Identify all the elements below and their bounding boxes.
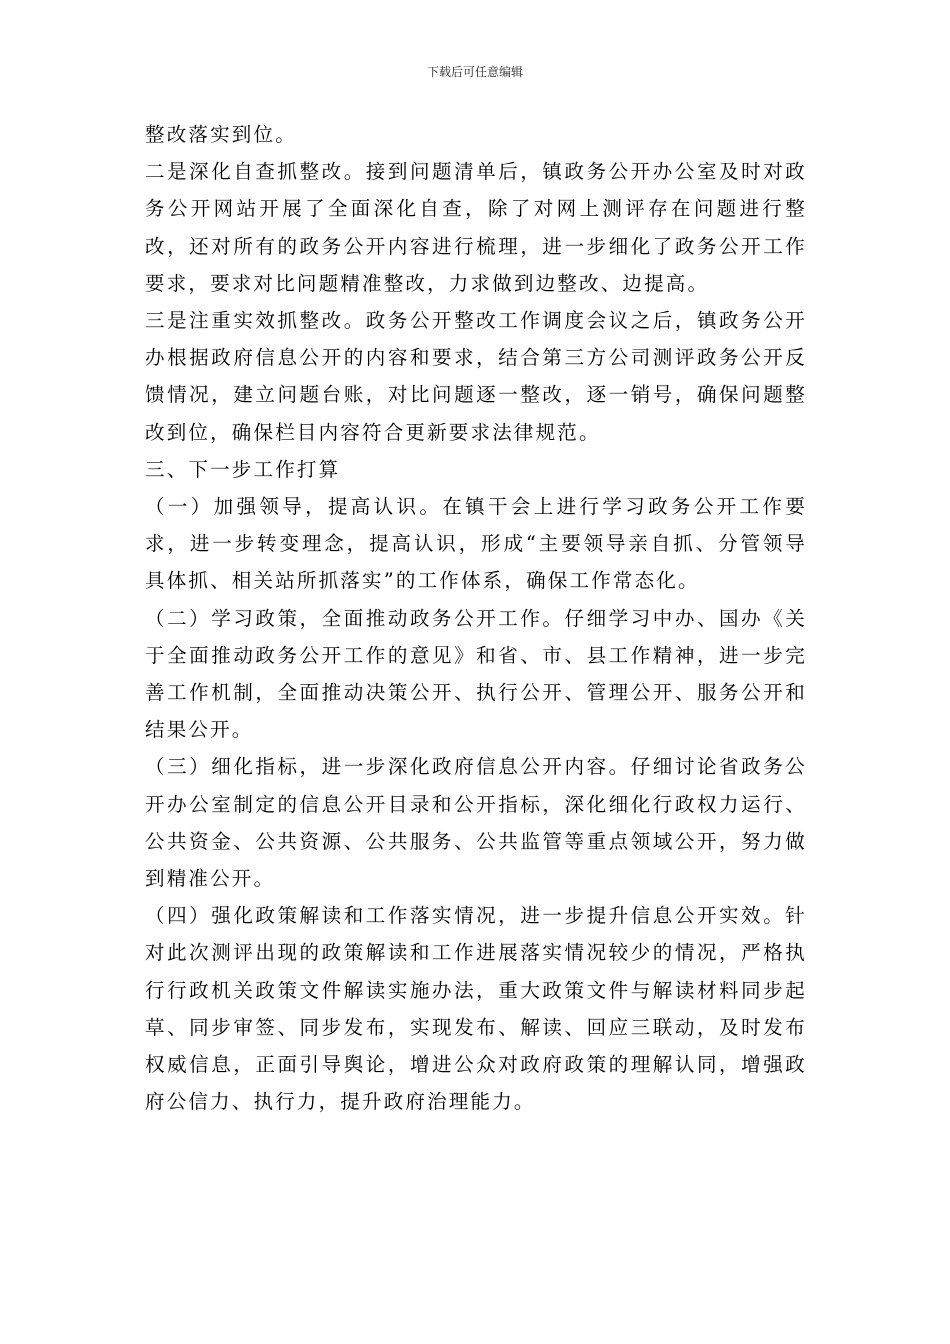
paragraph-effectiveness: 三是注重实效抓整改。政务公开整改工作调度会议之后，镇政务公开办根据政府信息公开的内容和要求，结合第三方公司测评政务公开反馈情况，建立问题台账，对比问题逐一整改，逐一销号，确保问题整改到位，确保栏目内容符合更新要求法律规范。 xyxy=(145,309,807,444)
paragraph-item-3: （三）细化指标，进一步深化政府信息公开内容。仔细讨论省政务公开办公室制定的信息公开目录和公开指标，深化细化行政权力运行、公共资金、公共资源、公共服务、公共监管等重点领域公开，努力做到精准公开。 xyxy=(145,755,807,891)
section-heading-next-steps: 三、下一步工作打算 xyxy=(145,457,341,481)
paragraph-continuation: 整改落实到位。 xyxy=(145,123,297,146)
paragraph-self-inspection: 二是深化自查抓整改。接到问题清单后，镇政务公开办公室及时对政务公开网站开展了全面深化自查，除了对网上测评存在问题进行整改，还对所有的政务公开内容进行梳理，进一步细化了政务公开工作要求，要求对比问题精准整改，力求做到边整改、边提高。 xyxy=(145,160,807,295)
document-body xyxy=(145,116,807,1120)
paragraph-item-4: （四）强化政策解读和工作落实情况，进一步提升信息公开实效。针对此次测评出现的政策解读和工作进展落实情况较少的情况，严格执行行政机关政策文件解读实施办法，重大政策文件与解读材料同步起草、同步审签、同步发布，实现发布、解读、回应三联动，及时发布权威信息，正面引导舆论，增进公众对政府政策的理解认同，增强政府公信力、执行力，提升政府治理能力。 xyxy=(145,904,807,1114)
page-header: 下载后可任意编辑 xyxy=(426,65,523,79)
paragraph-item-2: （二）学习政策，全面推动政务公开工作。仔细学习中办、国办《关于全面推动政务公开工作的意见》和省、市、县工作精神，进一步完善工作机制，全面推动决策公开、执行公开、管理公开、服务公开和结果公开。 xyxy=(145,606,807,742)
paragraph-item-1: （一）加强领导，提高认识。在镇干会上进行学习政务公开工作要求，进一步转变理念，提高认识，形成“主要领导亲自抓、分管领导具体抓、相关站所抓落实”的工作体系，确保工作常态化。 xyxy=(145,495,807,593)
